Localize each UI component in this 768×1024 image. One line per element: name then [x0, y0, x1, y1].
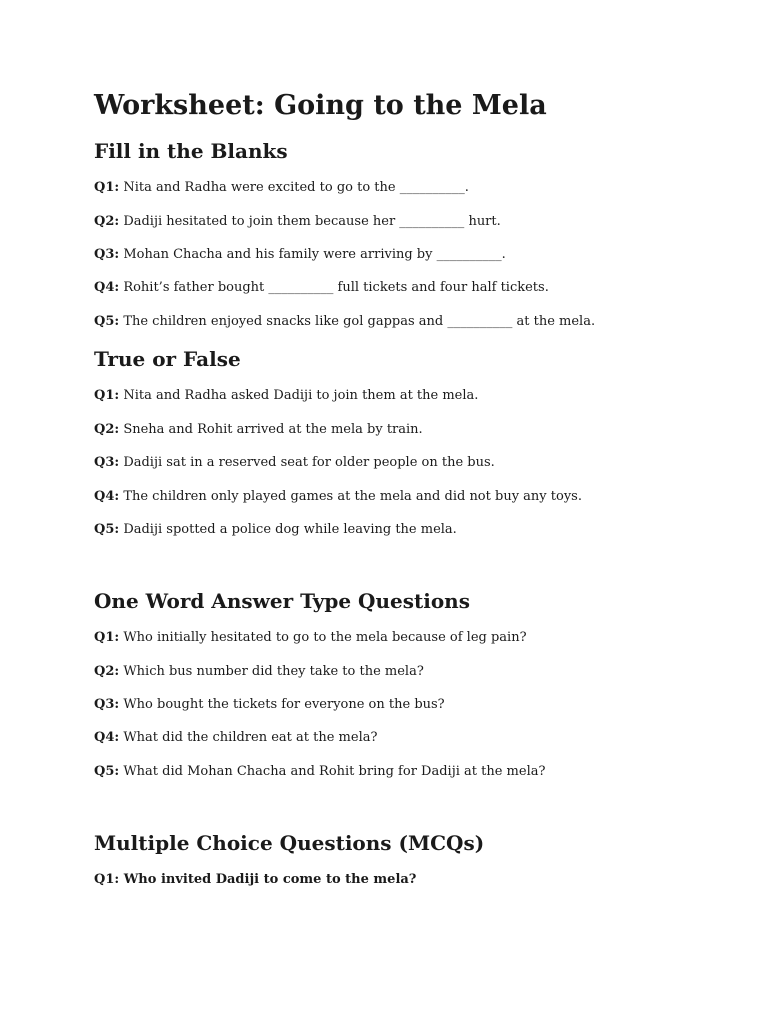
question-number: Q1:	[94, 630, 120, 645]
question-item	[94, 729, 377, 747]
question-text: Dadiji hesitated to join them because her __________ hurt.	[123, 214, 501, 229]
question-number: Q5:	[94, 522, 120, 537]
question-text: Who invited Dadiji to come to the mela?	[123, 872, 417, 887]
question-item	[94, 246, 506, 264]
question-number: Q1:	[94, 180, 120, 195]
question-number: Q3:	[94, 697, 120, 712]
question-item	[94, 313, 595, 331]
question-text: What did the children eat at the mela?	[123, 730, 378, 745]
question-number: Q1:	[94, 388, 120, 403]
question-item	[94, 179, 469, 197]
section-heading-mcqs: Multiple Choice Questions (MCQs)	[94, 831, 485, 855]
section-heading-one-word-answer: One Word Answer Type Questions	[94, 589, 470, 613]
question-text: Which bus number did they take to the mela?	[123, 664, 424, 679]
question-text: Dadiji sat in a reserved seat for older people on the bus.	[123, 455, 495, 470]
question-text: Nita and Radha asked Dadiji to join them at the mela.	[123, 388, 479, 403]
page-title: Worksheet: Going to the Mela	[94, 90, 547, 121]
question-number: Q4:	[94, 730, 120, 745]
question-number: Q1:	[94, 872, 120, 887]
question-text: What did Mohan Chacha and Rohit bring for Dadiji at the mela?	[123, 764, 546, 779]
question-text: The children only played games at the mela and did not buy any toys.	[123, 489, 582, 504]
question-number: Q4:	[94, 489, 120, 504]
question-number: Q3:	[94, 455, 120, 470]
question-text: Who bought the tickets for everyone on the bus?	[123, 697, 445, 712]
question-text: The children enjoyed snacks like gol gappas and __________ at the mela.	[123, 314, 596, 329]
section-heading-fill-in-the-blanks: Fill in the Blanks	[94, 139, 288, 163]
question-text: Sneha and Rohit arrived at the mela by train.	[123, 422, 423, 437]
question-number: Q2:	[94, 214, 120, 229]
question-number: Q3:	[94, 247, 120, 262]
question-item	[94, 387, 478, 405]
section-heading-true-or-false: True or False	[94, 347, 241, 371]
question-number: Q2:	[94, 422, 120, 437]
question-number: Q2:	[94, 664, 120, 679]
question-text: Rohit’s father bought __________ full tickets and four half tickets.	[123, 280, 549, 295]
question-text: Dadiji spotted a police dog while leaving the mela.	[123, 522, 457, 537]
question-item	[94, 763, 545, 781]
question-number: Q5:	[94, 764, 120, 779]
question-item	[94, 421, 423, 439]
question-item	[94, 521, 457, 539]
question-text: Who initially hesitated to go to the mela because of leg pain?	[123, 630, 527, 645]
question-text: Nita and Radha were excited to go to the __________.	[123, 180, 469, 195]
question-number: Q5:	[94, 314, 120, 329]
question-text: Mohan Chacha and his family were arriving by __________.	[123, 247, 506, 262]
question-item	[94, 663, 424, 681]
question-item	[94, 454, 495, 472]
question-item	[94, 871, 416, 889]
question-item	[94, 213, 501, 231]
question-item	[94, 279, 549, 297]
question-number: Q4:	[94, 280, 120, 295]
question-item	[94, 488, 582, 506]
question-item	[94, 629, 527, 647]
question-item	[94, 696, 445, 714]
